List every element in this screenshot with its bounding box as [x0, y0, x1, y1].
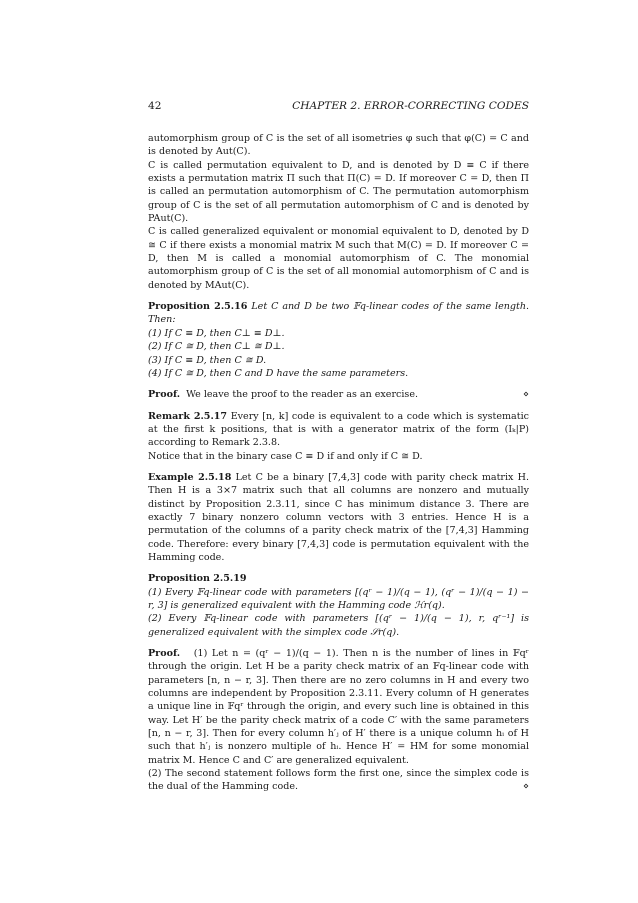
proof-text: (1) Let n = (qʳ − 1)/(q − 1). Then n is the number of lines in 𝔽qʳ through the origin. Let H be a parity check matrix of an 𝔽q-linear code with parameters [n, n − r, 3]. Then there are no zero columns in H and every two columns are independent by Proposition 2.3.11. Every column of H generates a unique line in 𝔽qʳ through the origin, and every such line is obtained in this way. Let H′ be the parity check matrix of a code C′ with the same parameters [n, n − r, 3]. Then for every column h′ⱼ of H′ there is a unique column hᵢ of H such that h′ⱼ is nonzero multiple of hᵢ. Hence H′ = HM for some monomial matrix M. Hence C and C′ are generalized equivalent. [148, 648, 529, 766]
proposition-item: (3) If C ≡ D, then C ≅ D. [148, 354, 267, 366]
remark-note: Notice that in the binary case C ≡ D if and only if C ≅ D. [148, 450, 423, 462]
proposition-2-5-16 [148, 300, 529, 327]
body-text [148, 132, 529, 794]
proof-block [148, 388, 529, 401]
chapter-title: CHAPTER 2. ERROR-CORRECTING CODES [292, 100, 529, 112]
page-number: 42 [148, 100, 162, 112]
proof-text: We leave the proof to the reader as an exercise. [186, 389, 419, 401]
remark-text: Every [n, k] code is equivalent to a code which is systematic at the first k positions, that is with a generator matrix of the form (Iₖ|P) according to Remark 2.3.8. [148, 410, 529, 449]
proposition-label: Proposition 2.5.16 [148, 301, 248, 313]
proof-block [148, 647, 529, 767]
proposition-item: (2) If C ≅ D, then C⊥ ≅ D⊥. [148, 341, 285, 353]
remark-2-5-17 [148, 410, 529, 450]
definition-permutation-equivalent: C is called permutation equivalent to D, and is denoted by D ≡ C if there exists a permutation matrix Π such that Π(C) = D. If moreover C = D, then Π is called an permutation automorphism of C. The permutation automorphism group of C is the set of all permutation automorphism of C and is denoted by PAut(C). [148, 159, 529, 225]
proposition-item: (2) Every 𝔽q-linear code with parameters [(qʳ − 1)/(q − 1), r, qʳ⁻¹] is generalized equivalent with the simplex code 𝒮r(q). [148, 613, 529, 638]
running-header [148, 100, 529, 112]
proposition-item: (1) If C ≡ D, then C⊥ ≡ D⊥. [148, 327, 285, 339]
proposition-item: (4) If C ≅ D, then C and D have the same parameters. [148, 367, 409, 379]
example-2-5-18 [148, 471, 529, 564]
example-label: Example 2.5.18 [148, 471, 232, 483]
proof-text: (2) The second statement follows form the first one, since the simplex code is the dual of the Hamming code. [148, 768, 529, 793]
proposition-statement: Let C and D be two 𝔽q-linear codes of the same length. Then: [148, 301, 529, 326]
proof-label: Proof. [148, 648, 181, 660]
proposition-2-5-19-label: Proposition 2.5.19 [148, 573, 247, 585]
example-text: Let C be a binary [7,4,3] code with parity check matrix H. Then H is a 3×7 matrix such that all columns are nonzero and mutually distinct by Proposition 2.3.11, since C has minimum distance 3. There are exactly 7 binary nonzero column vectors with 3 entries. Hence H is a permutation of the columns of a parity check matrix of the [7,4,3] Hamming code. Therefore: every binary [7,4,3] code is permutation equivalent with the Hamming code. [148, 471, 529, 563]
qed-symbol: ⋄ [523, 781, 529, 793]
proof-label: Proof. [148, 389, 181, 401]
definition-automorphism-group: automorphism group of C is the set of all isometries φ such that φ(C) = C and is denoted by Aut(C). [148, 133, 529, 158]
remark-label: Remark 2.5.17 [148, 410, 228, 422]
qed-symbol: ⋄ [523, 389, 529, 401]
definition-generalized-equivalent: C is called generalized equivalent or monomial equivalent to D, denoted by D ≅ C if there exists a monomial matrix M such that M(C) = D. If moreover C = D, then M is called a monomial automorphism of C. The monomial automorphism group of C is the set of all monomial automorphism of C and is denoted by MAut(C). [148, 226, 529, 291]
proposition-item: (1) Every 𝔽q-linear code with parameters [(qʳ − 1)/(q − 1), (qʳ − 1)/(q − 1) − r, 3] is generalized equivalent with the Hamming code ℋr(q). [148, 586, 529, 611]
proof-continuation [148, 767, 529, 794]
